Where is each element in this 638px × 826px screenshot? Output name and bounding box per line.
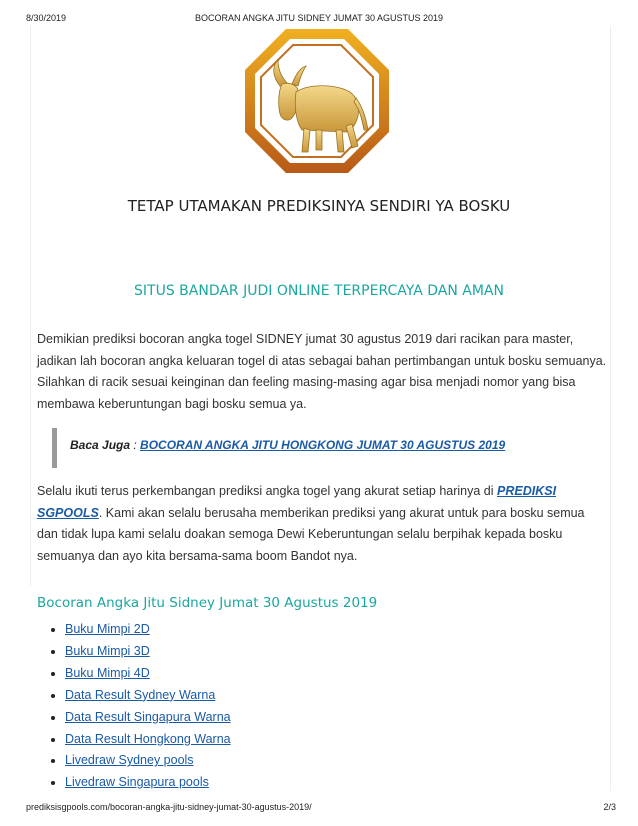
list-item bbox=[65, 619, 231, 641]
list-item bbox=[65, 663, 231, 685]
related-links-list bbox=[36, 619, 231, 794]
link-buku-mimpi-4d[interactable]: Buku Mimpi 4D bbox=[65, 665, 150, 680]
ox-logo-image bbox=[242, 26, 392, 176]
read-also-separator: : bbox=[130, 438, 141, 452]
link-livedraw-sydney[interactable]: Livedraw Sydney pools bbox=[65, 753, 194, 768]
link-livedraw-singapura[interactable]: Livedraw Singapura pools bbox=[65, 775, 209, 790]
list-item bbox=[65, 641, 231, 663]
tagline-heading: TETAP UTAMAKAN PREDIKSINYA SENDIRI YA BOSKU bbox=[127, 197, 511, 215]
print-date: 8/30/2019 bbox=[26, 13, 67, 23]
link-result-singapura-warna[interactable]: Data Result Singapura Warna bbox=[65, 709, 231, 724]
list-item bbox=[65, 750, 231, 772]
followup-text-after: . Kami akan selalu berusaha memberikan prediksi yang akurat untuk para bosku semua dan tidak lupa kami selalu doakan semoga Dewi Keberuntungan selalu berpihak kepada bosku semuanya dan ayo kita bersama-sama boom Bandot nya. bbox=[37, 505, 585, 563]
read-also-link[interactable]: BOCORAN ANGKA JITU HONGKONG JUMAT 30 AGUSTUS 2019 bbox=[140, 438, 506, 452]
print-page-title: BOCORAN ANGKA JITU SIDNEY JUMAT 30 AGUSTUS 2019 bbox=[194, 13, 444, 23]
ox-octagon-logo bbox=[242, 26, 392, 176]
read-also-label: Baca Juga bbox=[70, 438, 131, 452]
blockquote-bar bbox=[52, 428, 57, 468]
list-item bbox=[65, 707, 231, 729]
list-item bbox=[65, 685, 231, 707]
section-title: Bocoran Angka Jitu Sidney Jumat 30 Agustus 2019 bbox=[37, 595, 378, 611]
followup-text-before: Selalu ikuti terus perkembangan prediksi angka togel yang akurat setiap harinya di bbox=[37, 484, 497, 498]
read-also-text bbox=[70, 438, 505, 452]
list-item bbox=[65, 772, 231, 794]
read-also-blockquote bbox=[52, 428, 572, 468]
list-item bbox=[65, 729, 231, 751]
link-buku-mimpi-2d[interactable]: Buku Mimpi 2D bbox=[65, 622, 150, 636]
link-buku-mimpi-3d[interactable]: Buku Mimpi 3D bbox=[65, 643, 150, 658]
print-page-number: 2/3 bbox=[603, 802, 616, 812]
intro-paragraph: Demikian prediksi bocoran angka togel SIDNEY jumat 30 agustus 2019 dari racikan para master, jadikan lah bocoran angka keluaran togel di atas sebagai bahan pertimbangan untuk bosku semuanya. Silahkan di racik sesuai keinginan dan feeling masing-masing agar bisa menjadi nomor yang bisa membawa keberuntungan bagi bosku semua ya. bbox=[37, 332, 607, 411]
link-result-hongkong-warna[interactable]: Data Result Hongkong Warna bbox=[65, 731, 231, 746]
link-result-sydney-warna[interactable]: Data Result Sydney Warna bbox=[65, 687, 216, 702]
trusted-site-heading: SITUS BANDAR JUDI ONLINE TERPERCAYA DAN AMAN bbox=[134, 283, 504, 299]
print-page-url: prediksisgpools.com/bocoran-angka-jitu-sidney-jumat-30-agustus-2019/ bbox=[26, 802, 312, 812]
followup-paragraph bbox=[37, 481, 607, 567]
content-border-right bbox=[610, 26, 611, 791]
content-border-left bbox=[30, 26, 31, 586]
prediksi-sgpools-link[interactable]: PREDIKSI SGPOOLS bbox=[37, 484, 557, 520]
